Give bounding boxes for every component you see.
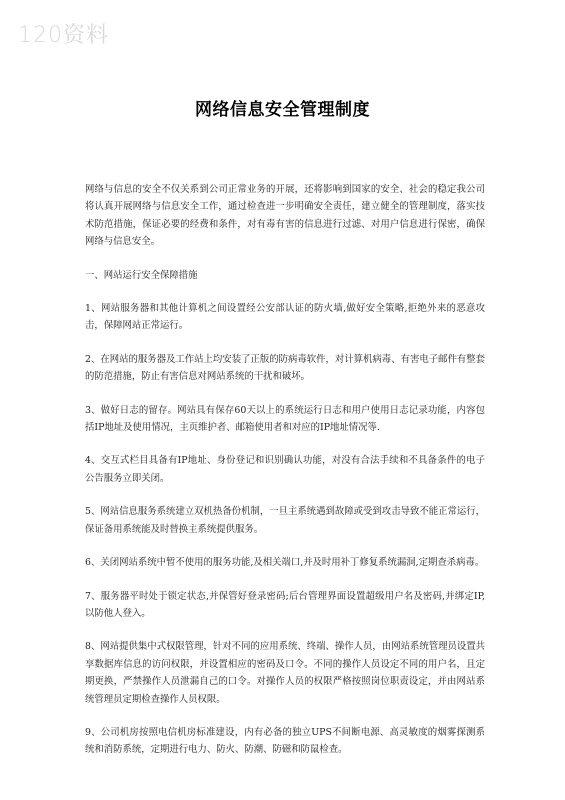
document-body (85, 181, 485, 775)
list-item: 3、做好日志的留存。网站具有保存60天以上的系统运行日志和用户使用日志记录功能，内容包括IP地址及使用情况，主页维护者、邮箱使用者和对应的IP地址情况等. (85, 404, 485, 434)
list-item: 1、网站服务器和其他计算机之间设置经公安部认证的防火墙,做好安全策略,拒绝外来的恶意攻击，保障网站正常运行。 (85, 303, 485, 332)
list-item: 8、网站提供集中式权限管理，针对不同的应用系统、终端、操作人员，由网站系统管理员设置共享数据库信息的访问权限，并设置相应的密码及口令。不同的操作人员设定不同的用户名，且定期更换，严禁操作人员泄漏自己的口令。对操作人员的权限严格按照岗位职责设定，并由网站系统管理员定期检查操作人员权限。 (85, 641, 485, 705)
list-item: 9、公司机房按照电信机房标准建设，内有必备的独立UPS不间断电源、高灵敏度的烟雾探测系统和消防系统，定期进行电力、防火、防潮、防磁和防鼠检查。 (85, 726, 485, 756)
page-title: 网络信息安全管理制度 (195, 100, 370, 120)
list-item: 7、服务器平时处于锁定状态,并保管好登录密码;后台管理界面设置超级用户名及密码,并绑定IP,以防他人登入。 (85, 590, 485, 619)
section-heading: 一、网站运行安全保障措施 (85, 269, 198, 281)
list-item: 6、关闭网站系统中暂不使用的服务功能,及相关端口,并及时用补丁修复系统漏洞,定期查杀病毒。 (85, 557, 485, 569)
intro-paragraph: 网络与信息的安全不仅关系到公司正常业务的开展，还将影响到国家的安全、社会的稳定我公司将认真开展网络与信息安全工作，通过检查进一步明确安全责任，建立健全的管理制度，落实技术防范措施，保证必要的经费和条件，对有毒有害的信息进行过滤、对用户信息进行保密，确保网络与信息安全。 (85, 184, 485, 248)
watermark-logo: 120资料 (18, 23, 109, 48)
list-item: 5、网站信息服务系统建立双机热备份机制，一旦主系统遇到故障或受到攻击导致不能正常运行，保证备用系统能及时替换主系统提供服务。 (85, 506, 485, 535)
list-item: 4、交互式栏目具备有IP地址、身份登记和识别确认功能，对没有合法手续和不具备条件的电子公告服务立即关闭。 (85, 455, 485, 484)
list-item: 2、在网站的服务器及工作站上均安装了正版的防病毒软件，对计算机病毒、有害电子邮件有整套的防范措施，防止有害信息对网站系统的干扰和破坏。 (85, 353, 485, 383)
